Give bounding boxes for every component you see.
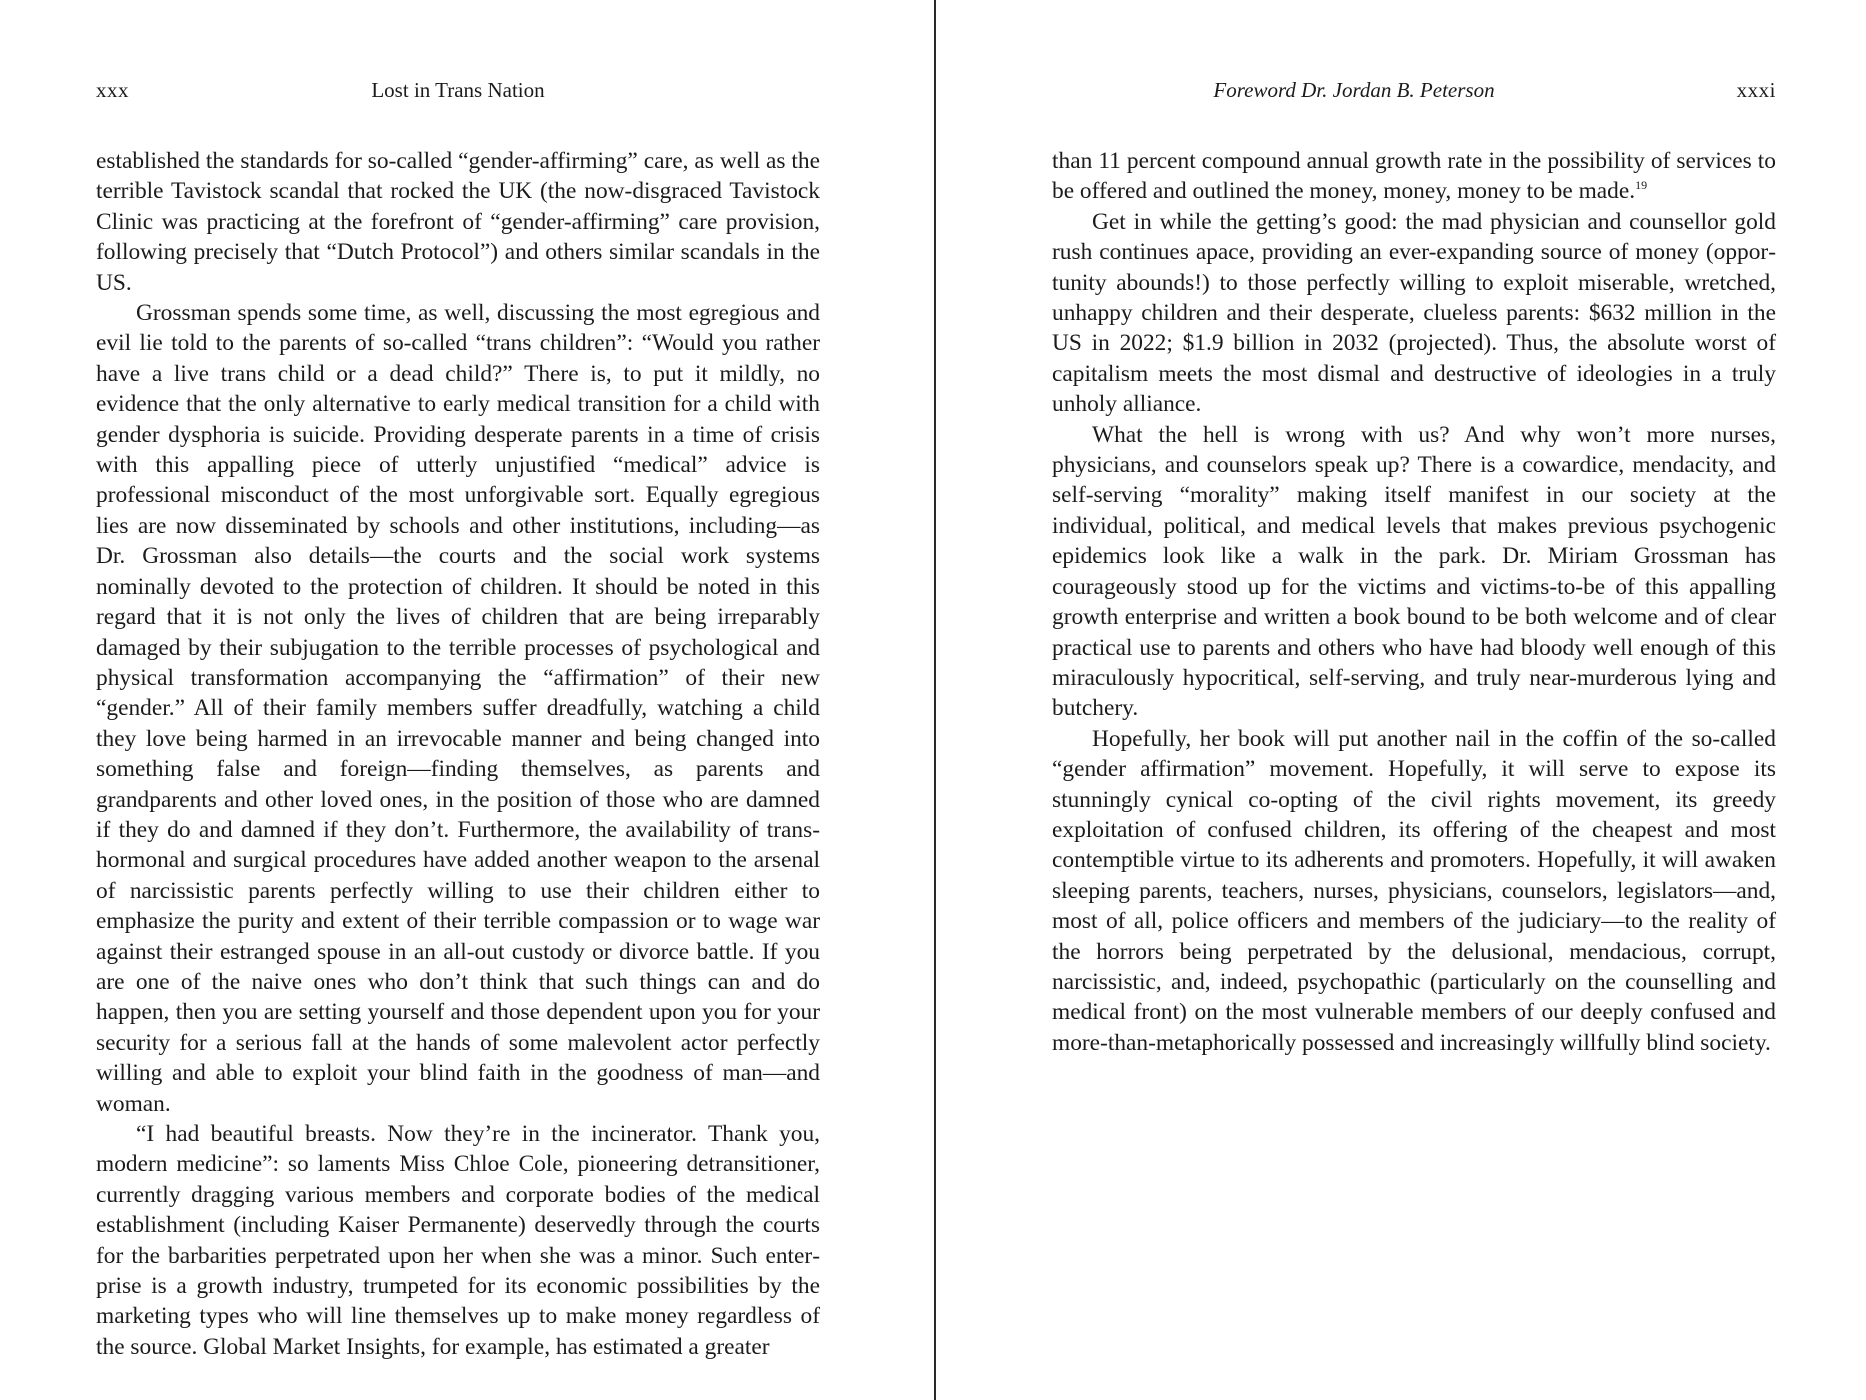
paragraph [1052,146,1776,207]
paragraph: Hopefully, her book will put another nail in the coffin of the so-called “gender affirmation” movement. Hopefully, it will serve to expose its stunningly cynical co-opting of the civil rights movement, its greedy exploitation of confused children, its offering of the cheapest and most contemptible virtue to its adherents and promoters. Hopefully, it will awaken sleeping parents, teachers, nurses, physicians, counselors, legislators—and, most of all, police officers and members of the judiciary—to the reality of the horrors being perpetrated by the delusional, mendacious, corrupt, narcissistic, and, indeed, psychopathic (particularly on the counselling and medical front) on the most vulnerable members of our deeply confused and more-than-metaphorically possessed and increasingly willfully blind society. [1052,725,1776,1056]
left-page [96,0,820,1400]
paragraph: What the hell is wrong with us? And why won’t more nurses, physicians, and counselors speak up? There is a cowardice, mendacity, and self-serving “morality” making itself manifest in our society at the individual, political, and medical levels that makes previous psychogenic epidemics look like a walk in the park. Dr. Miriam Grossman has courageously stood up for the victims and victims-to-be of this appalling growth enterprise and written a book bound to be both welcome and of clear practical use to parents and others who have had bloody well enough of this miraculously hypocritical, self-serving, and truly near-murderous lying and butchery. [1052,421,1776,722]
running-head [1052,76,1776,104]
right-page [1052,0,1776,1400]
book-title-header: Lost in Trans Nation [371,78,545,102]
paragraph: Get in while the getting’s good: the mad physician and counsellor gold rush continues apace, providing an ever-expanding source of money (opportunity abounds!) to those perfectly willing to exploit miserable, wretched, unhappy children and their desperate, clueless parents: $632 million in the US in 2022; $1.9 billion in 2032 (projected). Thus, the absolute worst of capitalism meets the most dismal and destructive of ideologies in a truly unholy alliance. [1052,208,1776,418]
chapter-title-header: Foreword Dr. Jordan B. Peterson [1213,78,1495,102]
paragraph-text: than 11 percent compound annual growth rate in the possibility of services to be offered and outlined the money, money, money to be made. [1052,148,1776,205]
paragraph: Grossman spends some time, as well, discussing the most egregious and evil lie told to the parents of so-called “trans children”: “Would you rather have a live trans child or a dead child?” There is, to put it mildly, no evidence that the only alternative to early medical transition for a child with gender dysphoria is suicide. Providing desperate parents in a time of crisis with this appalling piece of utterly unjustified “medical” advice is professional misconduct of the most unforgivable sort. Equally egregious lies are now disseminated by schools and other institutions, including—as Dr. Grossman also details—the courts and the social work systems nominally devoted to the protection of children. It should be noted in this regard that it is not only the lives of children that are being irreparably damaged by their subjugation to the terrible processes of psychological and physical transformation accompanying the “affirmation” of their new “gender.” All of their family members suffer dreadfully, watching a child they love being harmed in an irrevocable manner and being changed into something false and foreign—finding themselves, as parents and grandparents and other loved ones, in the position of those who are damned if they do and damned if they don’t. Furthermore, the availability of trans-hormonal and surgical procedures have added another weapon to the arsenal of narcissistic parents perfectly willing to use their children either to emphasize the purity and extent of their terrible compassion or to wage war against their estranged spouse in an all-out custody or divorce battle. If you are one of the naive ones who don’t think that such things can and do happen, then you are setting yourself and those dependent upon you for your security for a serious fall at the hands of some malevolent actor perfectly willing and able to exploit your blind faith in the goodness of man—and woman. [96,300,820,1117]
running-head [96,76,820,104]
paragraph: established the standards for so-called “gender-affirming” care, as well as the terrible Tavistock scandal that rocked the UK (the now-disgraced Tavistock Clinic was practicing at the forefront of “gender-affirming” care provision, following precisely that “Dutch Protocol”) and others similar scandals in the US. [96,148,820,296]
page-number: xxxi [1736,78,1776,102]
body-text [96,146,820,1362]
paragraph: “I had beautiful breasts. Now they’re in the incinerator. Thank you, modern medicine”: so laments Miss Chloe Cole, pioneering detransitioner, currently dragging various members and corporate bodies of the medical establishment (including Kaiser Permanente) deservedly through the courts for the barbarities perpetrated upon her when she was a minor. Such enterprise is a growth industry, trumpeted for its economic possibilities by the marketing types who will line themselves up to make money regardless of the source. Global Market Insights, for example, has estimated a greater [96,1121,820,1360]
page-number: xxx [96,78,129,102]
body-text [1052,146,1776,1058]
footnote-marker[interactable]: 19 [1635,178,1648,193]
page-gutter-divider [934,0,936,1400]
